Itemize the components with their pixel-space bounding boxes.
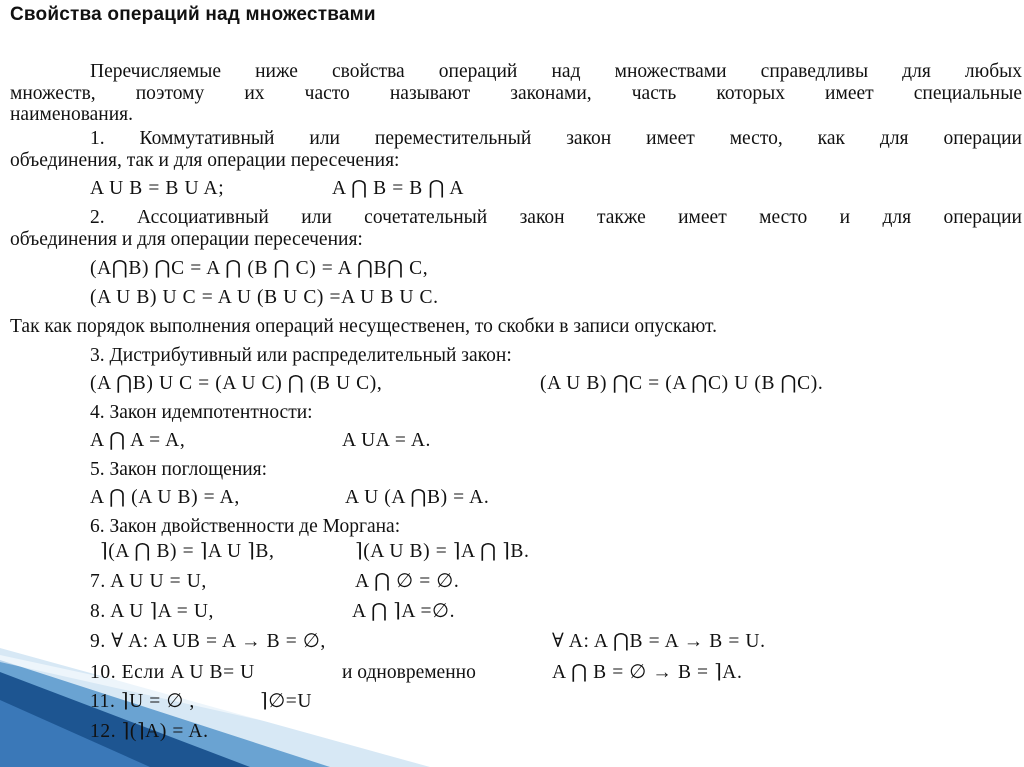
law7-formula-1: 7. A U U = U, [90,571,207,592]
brackets-note: Так как порядок выполнения операций несущественен, то скобки в записи опускают. [10,316,717,337]
law2-line-2: объединения и для операции пересечения: [10,229,363,250]
law3-formula-2: (A U B) ⋂C = (A ⋂C) U (B ⋂C). [540,373,824,394]
law8-formula-2: A ⋂ ⌉A =∅. [352,601,456,622]
law1-line-1: 1. Коммутативный или переместительный закон имеет место, как для операции [90,128,1022,149]
law2-line-1: 2. Ассоциативный или сочетательный закон также имеет место и для операции [90,207,1022,228]
law3-formula-1: (A ⋂B) U C = (A U C) ⋂ (B U C), [90,373,383,394]
law5-formula-2: A U (A ⋂B) = A. [345,487,490,508]
law6-formula-2: ⌉(A U B) = ⌉A ⋂ ⌉B. [355,541,530,562]
law7-formula-2: A ⋂ ∅ = ∅. [355,571,460,592]
law5-formula-1: A ⋂ (A U B) = A, [90,487,240,508]
law1-formula-union: A U B = B U A; [90,178,225,199]
page-title: Свойства операций над множествами [10,4,376,25]
intro-line-1: Перечисляемые ниже свойства операций над множествами справедливы для любых [90,61,1022,82]
law12-formula: 12. ⌉(⌉A) = A. [90,721,209,742]
law11-formula-1: 11. ⌉U = ∅ , [90,691,195,712]
law6-label: 6. Закон двойственности де Моргана: [90,516,401,537]
law4-formula-1: A ⋂ A = A, [90,430,186,451]
law2-formula-union: (A U B) U C = A U (B U C) =A U B U C. [90,287,439,308]
intro-line-2: множеств, поэтому их часто называют законами, часть которых имеет специальные [10,83,1022,104]
law10-connector: и одновременно [342,662,476,683]
law3-label: 3. Дистрибутивный или распределительный закон: [90,345,512,366]
law1-line-2: объединения, так и для операции пересечения: [10,150,400,171]
law6-formula-1: ⌉(A ⋂ B) = ⌉A U ⌉B, [100,541,275,562]
law10-condition: 10. Если A U B= U [90,662,255,683]
law4-formula-2: A UA = A. [342,430,431,451]
law8-formula-1: 8. A U ⌉A = U, [90,601,214,622]
law11-formula-2: ⌉∅=U [260,691,313,712]
law4-label: 4. Закон идемпотентности: [90,402,313,423]
law9-formula-1: 9. ∀ A: A UB = A → B = ∅, [90,631,326,652]
law1-formula-intersection: A ⋂ B = B ⋂ A [332,178,465,199]
law10-conclusion: A ⋂ B = ∅ → B = ⌉A. [552,662,743,683]
law9-formula-2: ∀ A: A ⋂B = A → B = U. [552,631,766,652]
law2-formula-intersection: (A⋂B) ⋂C = A ⋂ (B ⋂ C) = A ⋂B⋂ C, [90,258,429,279]
law5-label: 5. Закон поглощения: [90,459,268,480]
intro-line-3: наименования. [10,104,134,125]
